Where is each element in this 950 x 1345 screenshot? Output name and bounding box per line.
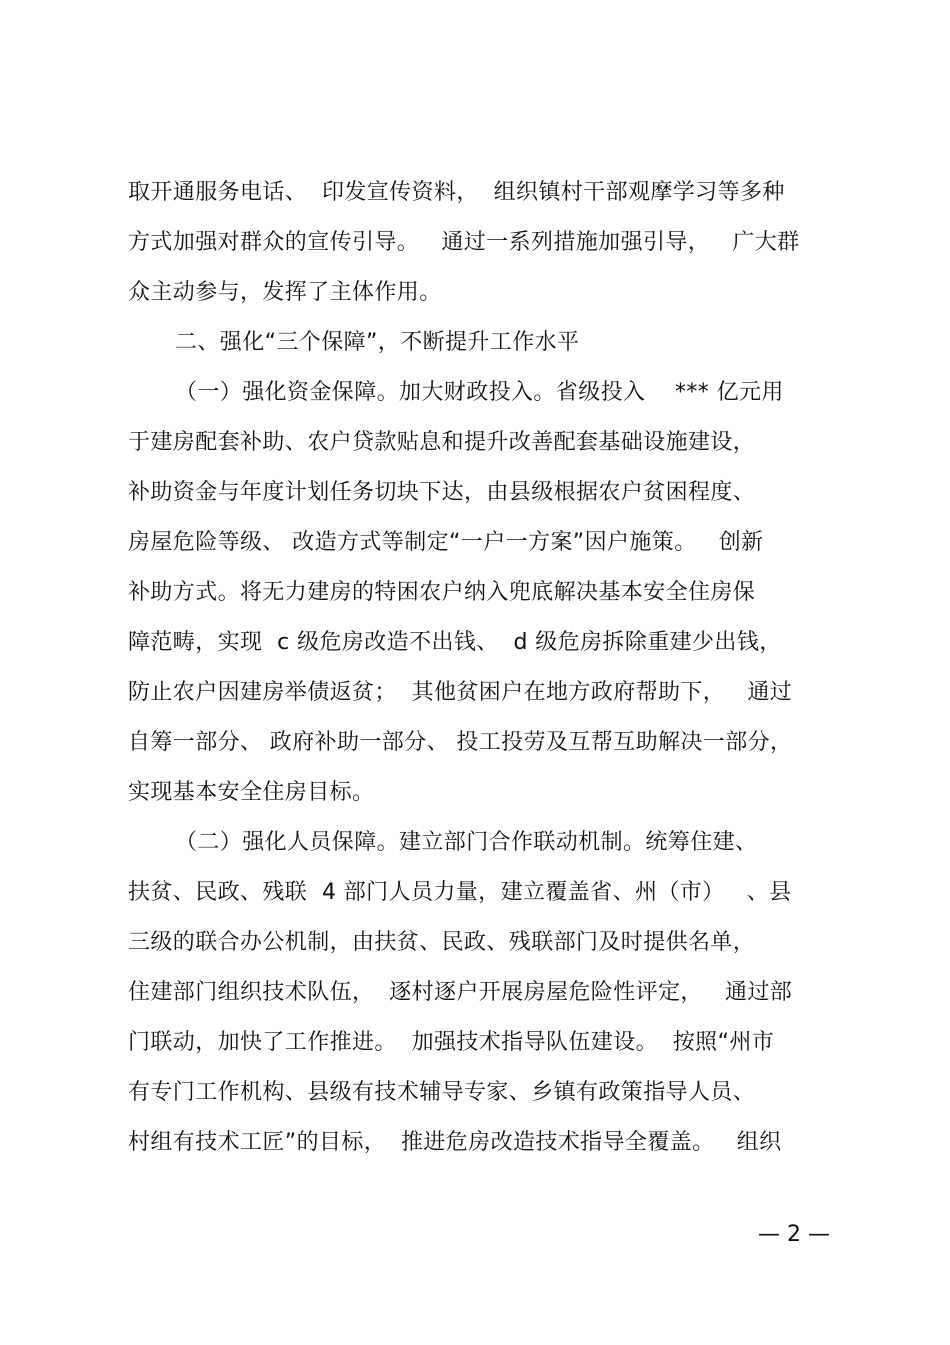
body-line-6: 于建房配套补助、农户贷款贴息和提升改善配套基础设施建设， [128, 430, 756, 455]
body-line-2: 方式加强对群众的宣传引导。 通过一系列措施加强引导， 广大群 [128, 230, 800, 255]
page-number: — 2 — [758, 1222, 830, 1247]
body-line-9: 补助方式。将无力建房的特困农户纳入兜底解决基本安全住房保 [128, 580, 756, 605]
body-line-16: 三级的联合办公机制，由扶贫、民政、残联部门及时提供名单， [128, 930, 756, 955]
body-line-14: （二）强化人员保障。建立部门合作联动机制。统筹住建、 [175, 830, 758, 855]
body-line-17: 住建部门组织技术队伍， 逐村逐户开展房屋危险性评定， 通过部 [128, 980, 793, 1005]
section-heading: 二、强化“三个保障”，不断提升工作水平 [175, 330, 580, 355]
body-line-8: 房屋危险等级、 改造方式等制定“一户一方案”因户施策。 创新 [128, 530, 764, 555]
body-line-13: 实现基本安全住房目标。 [128, 780, 375, 805]
body-line-1: 取开通服务电话、 印发宣传资料， 组织镇村干部观摩学习等多种 [128, 180, 785, 205]
body-line-15: 扶贫、民政、残联 4 部门人员力量，建立覆盖省、州（市） 、县 [128, 880, 792, 905]
body-line-5: （一）强化资金保障。加大财政投入。省级投入 *** 亿元用 [175, 380, 784, 405]
body-line-20: 村组有技术工匠”的目标， 推进危房改造技术指导全覆盖。 组织 [128, 1130, 782, 1155]
body-line-11: 防止农户因建房举债返贫； 其他贫困户在地方政府帮助下， 通过 [128, 680, 793, 705]
body-line-10: 障范畴，实现 c 级危房改造不出钱、 d 级危房拆除重建少出钱， [128, 630, 782, 655]
body-line-18: 门联动，加快了工作推进。 加强技术指导队伍建设。 按照“州市 [128, 1030, 775, 1055]
body-line-3: 众主动参与，发挥了主体作用。 [128, 280, 442, 305]
body-line-19: 有专门工作机构、县级有技术辅导专家、乡镇有政策指导人员、 [128, 1080, 756, 1105]
body-line-7: 补助资金与年度计划任务切块下达，由县级根据农户贫困程度、 [128, 480, 756, 505]
body-line-12: 自筹一部分、 政府补助一部分、 投工投劳及互帮互助解决一部分， [128, 730, 793, 755]
